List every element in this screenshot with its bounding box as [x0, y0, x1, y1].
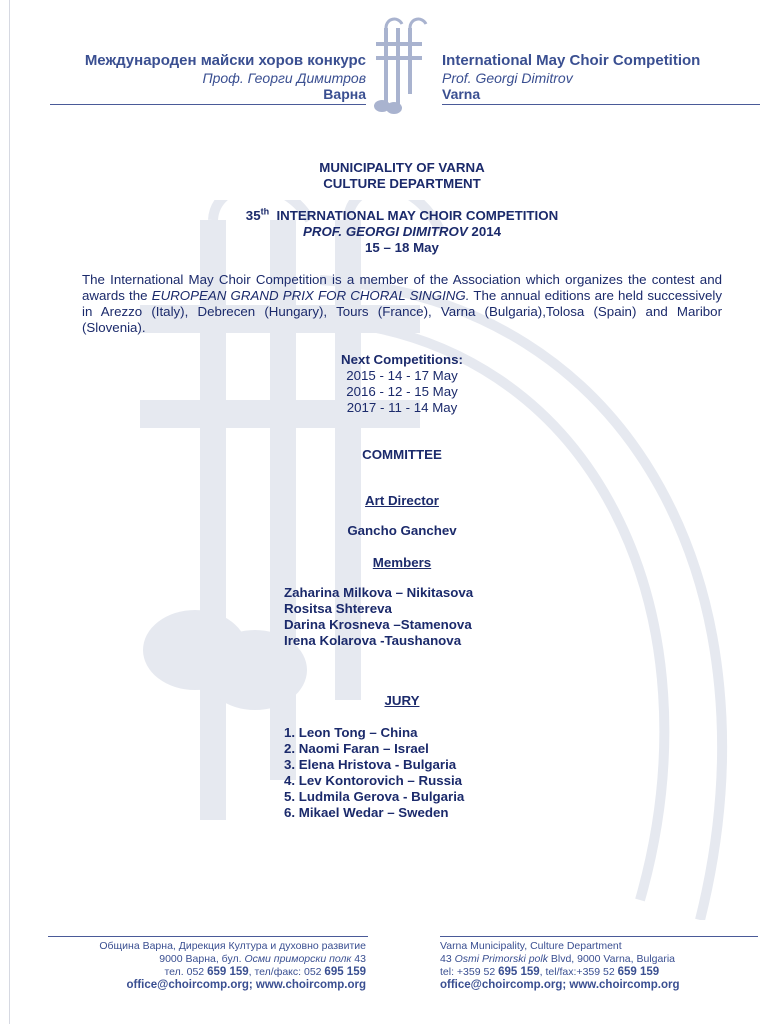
jury-item: 3. Elena Hristova - Bulgaria — [284, 757, 457, 772]
header-english — [442, 52, 700, 103]
intro-prize: EUROPEAN GRAND PRIX FOR CHORAL SINGING. — [151, 288, 470, 303]
header-bulgarian — [85, 52, 366, 103]
subtitle-name: PROF. GEORGI DIMITROV — [302, 224, 468, 239]
footer-en-fax-label: , tel/fax:+359 52 — [539, 966, 618, 978]
edition-suffix: th — [260, 206, 270, 217]
org-line-1: MUNICIPALITY OF VARNA — [319, 160, 485, 175]
footer-bg-fax-label: , тел/факс: 052 — [248, 966, 325, 978]
org-line-2: CULTURE DEPARTMENT — [323, 176, 481, 191]
footer-en-phone — [440, 966, 680, 979]
footer-bg-org: Община Варна, Дирекция Култура и духовно развитие — [99, 940, 366, 952]
next-competition-item: 2016 - 12 - 15 May — [346, 384, 458, 399]
footer-en-fax-num: 659 159 — [617, 966, 660, 978]
jury-item: 5. Ludmila Gerova - Bulgaria — [284, 789, 465, 804]
competition-title — [82, 208, 722, 224]
member-item: Irena Kolarova -Taushanova — [284, 633, 462, 648]
footer-en-phone-a: tel: +359 52 — [440, 966, 499, 978]
footer-bg-phone — [99, 966, 366, 979]
next-competition-item: 2017 - 11 - 14 May — [346, 400, 458, 415]
next-competition-item: 2015 - 14 - 17 May — [346, 368, 458, 383]
member-item: Rositsa Shtereva — [284, 601, 392, 616]
competition-subtitle — [82, 224, 722, 240]
footer-bg-street: Осми приморски полк — [244, 953, 352, 965]
jury-item: 1. Leon Tong – China — [284, 725, 418, 740]
footer-en-org: Varna Municipality, Culture Department — [440, 940, 622, 952]
edition-number: 35 — [245, 208, 261, 223]
footer-en-address-a: 43 — [440, 953, 455, 965]
subtitle-year: 2014 — [471, 224, 502, 239]
intro-text-b: The annual editions are held successively in Arezzo (Italy), Debrecen (Hungary), Tours (France), Varna (Bulgaria),Tolosa (Spain) and Maribor (Slovenia). — [82, 288, 722, 335]
header-bg-subtitle: Проф. Георги Димитров — [202, 70, 366, 86]
next-competitions-heading: Next Competitions: — [341, 352, 463, 367]
art-director-heading: Art Director — [365, 493, 439, 508]
competition-dates: 15 – 18 May — [365, 240, 439, 255]
title-text: INTERNATIONAL MAY CHOIR COMPETITION — [276, 208, 559, 223]
footer-bg-contact-link[interactable]: office@choircomp.org; www.choircomp.org — [126, 979, 366, 991]
jury-item: 2. Naomi Faran – Israel — [284, 741, 429, 756]
footer-bg-phone-num: 659 159 — [207, 966, 249, 978]
document-body — [82, 160, 722, 821]
footer-en-address-c: Blvd, 9000 Varna, Bulgaria — [547, 953, 676, 965]
members-heading: Members — [372, 555, 432, 570]
intro-text-a: The International May Choir Competition is a member of the Association which organizes the contest and awards the — [82, 272, 722, 303]
footer-en-address — [440, 953, 680, 966]
header-en-subtitle: Prof. Georgi Dimitrov — [442, 70, 573, 86]
jury-item: 6. Mikael Wedar – Sweden — [284, 805, 449, 820]
footer-bg-address-a: 9000 Варна, бул. — [159, 953, 245, 965]
footer-bg-phone-a: тел. 052 — [164, 966, 208, 978]
member-item: Zaharina Milkova – Nikitasova — [284, 585, 474, 600]
left-margin-line — [9, 0, 10, 1024]
intro-paragraph — [82, 272, 722, 336]
footer-en-street: Osmi Primorski polk — [454, 953, 548, 965]
header-en-city: Varna — [442, 86, 481, 102]
footer-bg-address — [99, 953, 366, 966]
committee-heading: COMMITTEE — [362, 447, 442, 462]
art-director-name: Gancho Ganchev — [347, 523, 457, 538]
header-rule-right — [442, 104, 760, 105]
footer-bulgarian — [99, 940, 366, 992]
footer-rule-right — [440, 936, 758, 937]
footer-bg-address-c: 43 — [351, 953, 366, 965]
header-en-title: International May Choir Competition — [442, 52, 701, 69]
footer-en-contact-link[interactable]: office@choircomp.org; www.choircomp.org — [440, 979, 680, 991]
member-item: Darina Krosneva –Stamenova — [284, 617, 472, 632]
footer-en-phone-num: 695 159 — [498, 966, 540, 978]
jury-heading: JURY — [384, 693, 420, 708]
footer-bg-fax-num: 695 159 — [324, 966, 366, 978]
jury-item: 4. Lev Kontorovich – Russia — [284, 773, 463, 788]
competition-logo — [372, 14, 432, 122]
footer-rule-left — [48, 936, 368, 937]
header-bg-city: Варна — [323, 86, 366, 102]
header-rule-left — [50, 104, 366, 105]
footer-english — [440, 940, 680, 992]
header-bg-title: Международен майски хоров конкурс — [84, 52, 366, 69]
